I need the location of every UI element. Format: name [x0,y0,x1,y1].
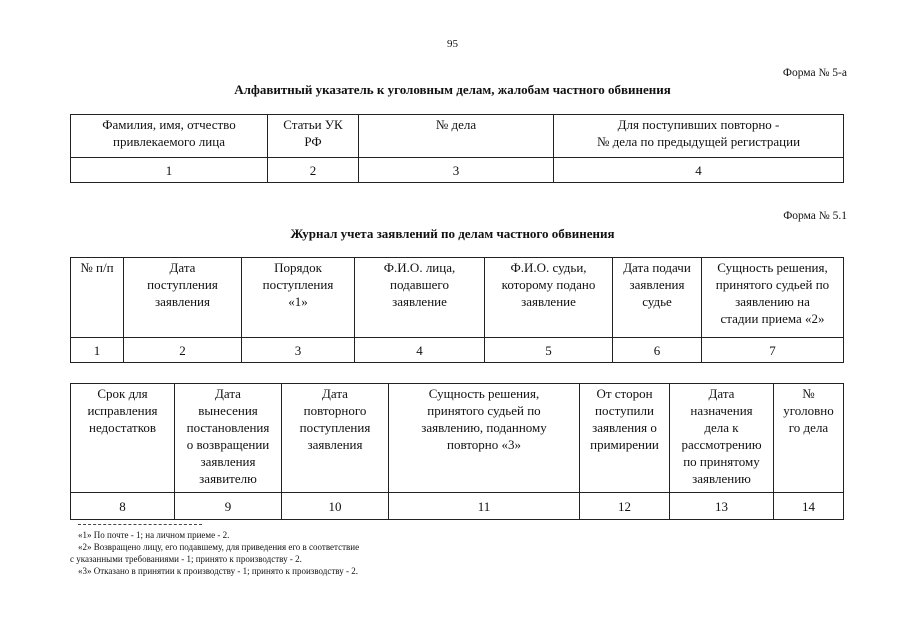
journal-table-continued [70,383,844,520]
number-cell: 2 [268,158,359,183]
number-row [71,158,844,183]
number-cell: 4 [355,338,485,363]
header-cell: Дата повторного поступления заявления [282,384,389,493]
footnote-separator [78,524,202,525]
header-cell: Ф.И.О. лица, подавшего заявление [355,258,485,338]
number-cell: 9 [175,493,282,520]
alphabetical-index-table [70,114,844,183]
page-number: 95 [447,38,458,50]
alphabetical-index-title: Алфавитный указатель к уголовным делам, жалобам частного обвинения [234,82,671,97]
header-cell: Срок для исправления недостатков [71,384,175,493]
header-cell: Дата подачи заявления судье [613,258,702,338]
header-cell: Дата вынесения постановления о возвращении заявления заявителю [175,384,282,493]
header-cell: Для поступивших повторно - № дела по предыдущей регистрации [554,115,844,158]
form-label-5-1: Форма № 5.1 [783,210,847,222]
number-row [71,338,844,363]
header-cell: № уголовно го дела [774,384,844,493]
header-cell: Фамилия, имя, отчество привлекаемого лица [71,115,268,158]
header-cell: Сущность решения, принятого судьей по заявлению, поданному повторно «3» [389,384,580,493]
footnotes [70,524,630,577]
number-cell: 4 [554,158,844,183]
number-cell: 8 [71,493,175,520]
number-cell: 12 [580,493,670,520]
number-cell: 6 [613,338,702,363]
number-cell: 13 [670,493,774,520]
footnote-1: «1» По почте - 1; на личном приеме - 2. [78,530,230,540]
number-cell: 7 [702,338,844,363]
header-cell: Статьи УК РФ [268,115,359,158]
number-cell: 3 [242,338,355,363]
header-cell: № дела [359,115,554,158]
header-cell: Ф.И.О. судьи, которому подано заявление [485,258,613,338]
journal-title: Журнал учета заявлений по делам частного обвинения [290,226,615,241]
number-cell: 11 [389,493,580,520]
header-cell: № п/п [71,258,124,338]
number-cell: 2 [124,338,242,363]
header-row [71,384,844,493]
footnote-2: «2» Возвращено лицу, его подавшему, для приведения его в соответствие [78,542,360,552]
header-row [71,258,844,338]
number-cell: 10 [282,493,389,520]
header-cell: От сторон поступили заявления о примирении [580,384,670,493]
number-cell: 3 [359,158,554,183]
number-cell: 14 [774,493,844,520]
number-cell: 5 [485,338,613,363]
header-cell: Порядок поступления «1» [242,258,355,338]
footnote-3: «3» Отказано в принятии к производству - 1; принято к производству - 2. [78,566,358,576]
journal-table [70,257,844,363]
number-row [71,493,844,520]
form-label-5a: Форма № 5-а [782,67,847,79]
footnote-2-continued: с указанными требованиями - 1; принято к производству - 2. [70,554,302,564]
number-cell: 1 [71,158,268,183]
number-cell: 1 [71,338,124,363]
header-cell: Дата поступления заявления [124,258,242,338]
header-cell: Дата назначения дела к рассмотрению по принятому заявлению [670,384,774,493]
header-row [71,115,844,158]
header-cell: Сущность решения, принятого судьей по заявлению на стадии приема «2» [702,258,844,338]
